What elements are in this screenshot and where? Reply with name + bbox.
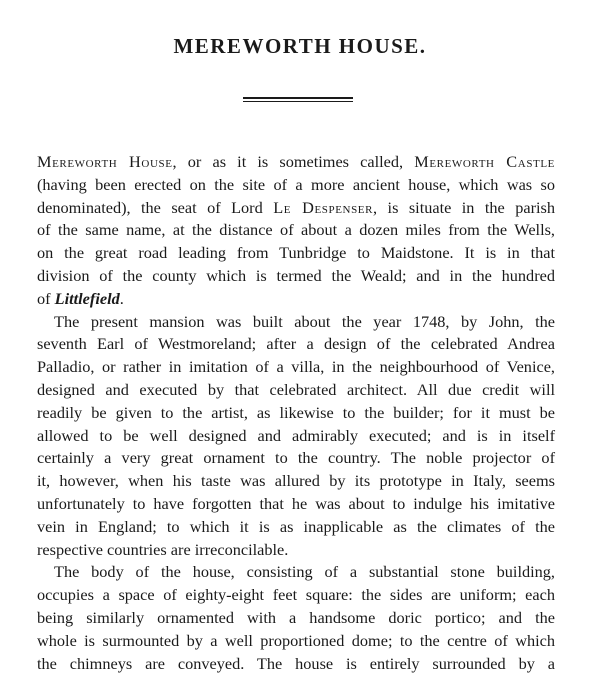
text-line xyxy=(37,402,555,425)
divider-thick-line xyxy=(243,97,353,99)
text-run: whole is surmounted by a well proportioned dome; to the centre of which xyxy=(37,630,555,650)
text-line xyxy=(37,493,555,516)
text-run: , is situate in the parish xyxy=(373,197,556,217)
text-run: the chimneys are conveyed. The house is entirely surrounded by a xyxy=(37,653,555,673)
text-run: , or as it is sometimes called, xyxy=(172,152,415,171)
text-line xyxy=(37,561,555,584)
text-run: division of the county which is termed the Weald; and in the hundred xyxy=(37,265,555,285)
text-run: being similarly ornamented with a handsome doric portico; and the xyxy=(37,607,555,627)
text-line xyxy=(37,539,555,562)
text-line xyxy=(37,219,555,242)
text-line xyxy=(37,288,555,311)
text-line xyxy=(37,311,555,334)
text-run: readily be given to the artist, as likewise to the builder; for it must be xyxy=(37,402,555,422)
text-run: The body of the house, consisting of a substantial stone building, xyxy=(54,562,555,582)
text-line xyxy=(37,653,555,676)
small-caps-name: Mereworth House xyxy=(37,152,173,171)
small-caps-name: Mereworth Castle xyxy=(414,152,555,171)
text-run: on the great road leading from Tunbridge to Maidstone. It is in that xyxy=(37,243,555,263)
text-line xyxy=(37,470,555,493)
text-run: of xyxy=(37,288,55,308)
title-divider xyxy=(243,97,353,103)
text-run: The present mansion was built about the year 1748, by John, the xyxy=(54,311,555,331)
text-run: Palladio, or rather in imitation of a villa, in the neighbourhood of Venice, xyxy=(37,357,555,377)
divider-thin-line xyxy=(243,101,353,102)
text-run: (having been erected on the site of a more ancient house, which was so xyxy=(37,174,555,194)
text-run: occupies a space of eighty-eight feet square: the sides are uniform; each xyxy=(37,585,555,605)
text-line xyxy=(37,447,555,470)
text-line xyxy=(37,630,555,653)
text-line xyxy=(37,151,555,174)
text-run: vein in England; to which it is as inapplicable as the climates of the xyxy=(37,516,555,536)
text-line xyxy=(37,265,555,288)
text-run: respective countries are irreconcilable. xyxy=(37,539,289,559)
page-title: MEREWORTH HOUSE. xyxy=(173,34,427,58)
text-run: seventh Earl of Westmoreland; after a design of the celebrated Andrea xyxy=(37,334,555,354)
small-caps-name: Le Despenser xyxy=(273,197,374,217)
text-line xyxy=(37,379,555,402)
text-line xyxy=(37,516,555,539)
text-line xyxy=(37,242,555,265)
text-line xyxy=(37,174,555,197)
text-line xyxy=(37,197,555,220)
text-run: allowed to be well designed and admirably executed; and is in itself xyxy=(37,425,555,445)
text-line xyxy=(37,607,555,630)
text-line xyxy=(37,584,555,607)
text-line xyxy=(37,425,555,448)
text-run: unfortunately to have forgotten that he was about to indulge his imitative xyxy=(37,493,555,513)
text-run: designed and executed by that celebrated architect. All due credit will xyxy=(37,379,555,399)
text-run: denominated), the seat of Lord xyxy=(37,197,274,217)
text-run: certainly a very great ornament to the country. The noble projector of xyxy=(37,448,555,468)
text-line xyxy=(37,356,555,379)
text-run: it, however, when his taste was allured by its prototype in Italy, seems xyxy=(37,471,555,491)
italic-name: Littlefield xyxy=(54,288,120,308)
text-line xyxy=(37,333,555,356)
body-text xyxy=(37,151,555,675)
text-run: . xyxy=(119,288,124,308)
text-run: of the same name, at the distance of about a dozen miles from the Wells, xyxy=(37,220,555,240)
